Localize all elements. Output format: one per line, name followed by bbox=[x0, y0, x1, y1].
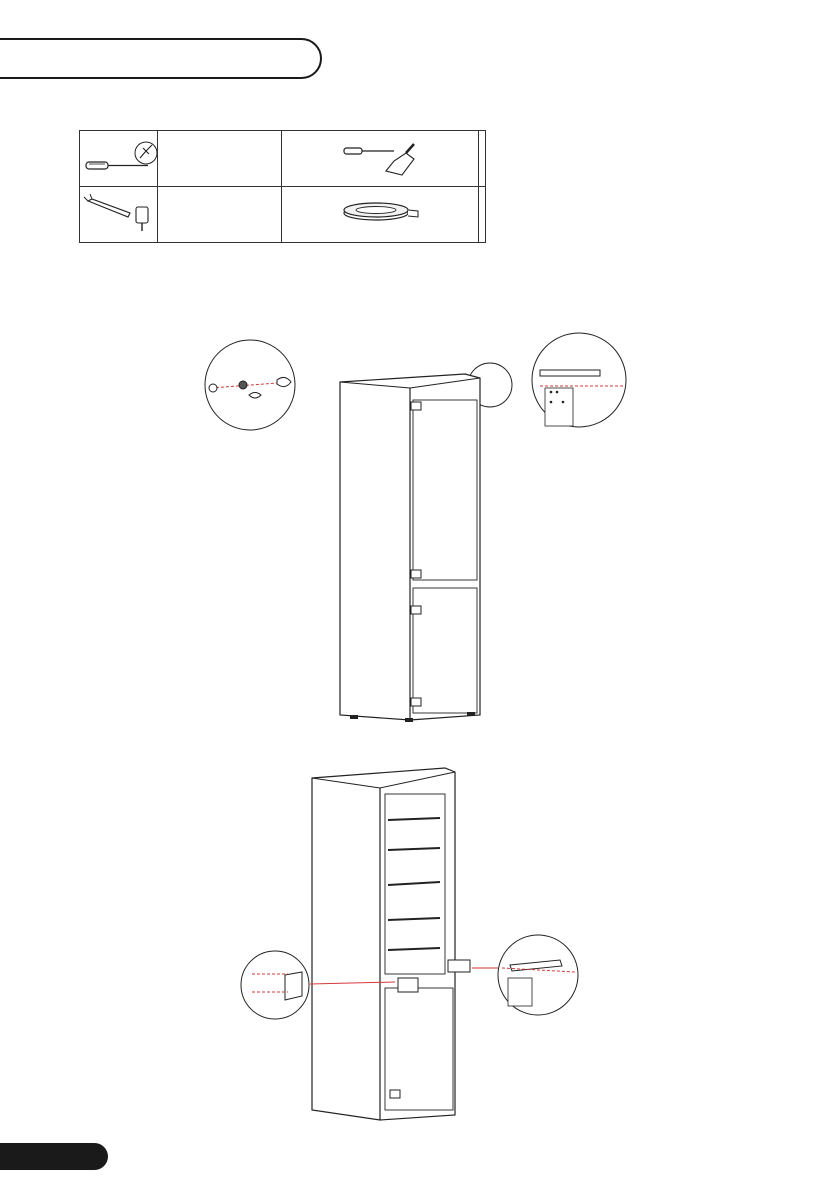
tool-label-cell bbox=[479, 131, 486, 187]
figure-door-bracket-installation bbox=[240, 760, 585, 1125]
page-footer-tab bbox=[0, 1143, 108, 1170]
tool-icon-cell bbox=[80, 187, 158, 243]
tool-icon-cell bbox=[281, 131, 478, 187]
tools-table bbox=[79, 130, 486, 243]
flat-screwdriver-and-spatula-icon bbox=[336, 131, 424, 181]
phillips-screwdriver-icon bbox=[80, 131, 157, 181]
tools-row bbox=[80, 187, 486, 243]
hinge-detail-circle-left bbox=[205, 340, 295, 430]
fridge-open-illustration bbox=[312, 768, 470, 1120]
adhesive-tape-icon bbox=[336, 187, 424, 237]
tool-label-cell bbox=[158, 131, 282, 187]
wrench-and-hammer-icon bbox=[80, 187, 157, 237]
section-header bbox=[0, 38, 322, 79]
tools-row bbox=[80, 131, 486, 187]
tool-icon-cell bbox=[281, 187, 478, 243]
tool-label-cell bbox=[158, 187, 282, 243]
tool-label-cell bbox=[479, 187, 486, 243]
figure-door-hinge-removal bbox=[195, 330, 635, 730]
fridge-with-doors-illustration bbox=[340, 374, 480, 722]
bracket-detail-circle-right bbox=[472, 935, 578, 1015]
tool-icon-cell bbox=[80, 131, 158, 187]
hinge-detail-circle-right bbox=[532, 333, 626, 427]
